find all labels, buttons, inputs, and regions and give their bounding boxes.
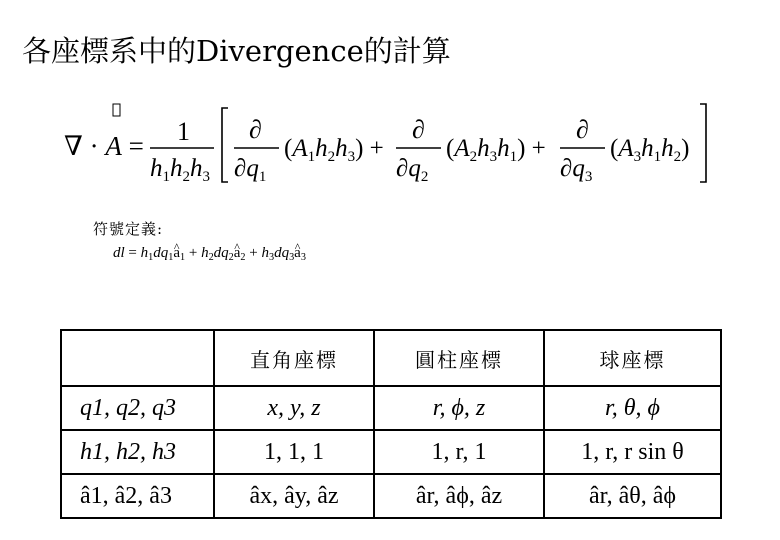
row-label-q: q1, q2, q3 [61, 386, 214, 430]
svg-text:∂: ∂ [249, 115, 262, 144]
svg-text:∇ · A =: ∇ · A = [64, 131, 144, 161]
cell-a-cylindrical: âr, âϕ, âz [374, 474, 544, 518]
line-element-formula: dl = $h_1dq_1\^{}$ $a_1$ + $h_2dq_2\^{}$ $a_2$ + $h_3dq_3\^{}$ $a_3$ [113, 245, 306, 262]
coordinate-table [60, 329, 722, 519]
cell-a-spherical: âr, âθ, âϕ [544, 474, 721, 518]
slide-title: 各座標系中的Divergence的計算 [22, 34, 451, 68]
row-label-h: h1, h2, h3 [61, 430, 214, 474]
header-cylindrical: 圓柱座標 [374, 330, 544, 386]
svg-text:(A3h1h2): $(A_3h_1h_2)$ [610, 135, 690, 165]
svg-text:∂q3: $\partial q_3$ [560, 155, 593, 185]
cell-q-spherical: r, θ, ϕ [544, 386, 721, 430]
svg-text:∂: ∂ [576, 115, 589, 144]
svg-text:∂: ∂ [412, 115, 425, 144]
cell-h-spherical: 1, r, r sin θ [544, 430, 721, 474]
svg-text:h1h2h3: $h_1h_2h_3$ [150, 155, 210, 185]
header-spherical: 球座標 [544, 330, 721, 386]
svg-text:∂q2: $\partial q_2$ [396, 155, 429, 185]
cell-q-cartesian: x, y, z [214, 386, 374, 430]
divergence-formula [64, 100, 724, 200]
table-corner-cell [61, 330, 214, 386]
svg-text:1: 1 [177, 117, 190, 146]
svg-text:(A2h3h1) +: $(A_2h_3h_1)$ + [446, 135, 546, 165]
definition-label: 符號定義: [93, 220, 164, 238]
row-label-a: â1, â2, â3 [61, 474, 214, 518]
svg-text:∂q1: $\partial q_1$ [234, 155, 267, 185]
svg-text:(A1h2h3) +: $(A_1h_2h_3)$ + [284, 135, 384, 165]
cell-h-cylindrical: 1, r, 1 [374, 430, 544, 474]
cell-h-cartesian: 1, 1, 1 [214, 430, 374, 474]
cell-a-cartesian: âx, ây, âz [214, 474, 374, 518]
header-cartesian: 直角座標 [214, 330, 374, 386]
cell-q-cylindrical: r, ϕ, z [374, 386, 544, 430]
